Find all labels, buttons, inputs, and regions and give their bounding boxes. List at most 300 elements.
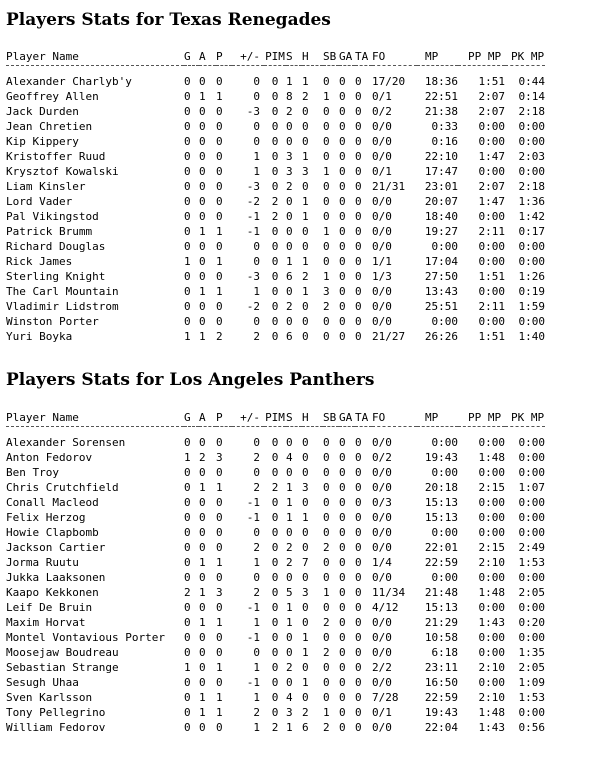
cell-hits: 1 xyxy=(302,631,309,644)
separator-line xyxy=(6,427,545,436)
cell-faceoffs: 0/0 xyxy=(372,436,392,449)
cell-shots-blocked: 0 xyxy=(323,315,330,328)
cell-assists: 0 xyxy=(199,135,206,148)
cell-points: 0 xyxy=(216,496,223,509)
cell-plus-minus: -1 xyxy=(246,631,260,644)
cell-goals: 0 xyxy=(184,90,191,103)
cell-assists: 0 xyxy=(199,541,206,554)
table-row xyxy=(6,585,545,600)
table-row xyxy=(6,314,545,329)
cell-plus-minus: 2 xyxy=(253,706,260,719)
cell-pim: 0 xyxy=(271,496,279,509)
cell-pp-minutes: 0:00 xyxy=(478,496,505,509)
cell-pk-minutes: 2:05 xyxy=(518,586,545,599)
cell-assists: 0 xyxy=(199,721,206,734)
cell-takeaways: 0 xyxy=(355,586,362,599)
cell-pp-minutes: 1:43 xyxy=(478,616,505,629)
cell-points: 0 xyxy=(216,270,223,283)
cell-shots: 0 xyxy=(286,210,293,223)
cell-pk-minutes: 0:00 xyxy=(518,240,545,253)
cell-pp-minutes: 0:00 xyxy=(478,631,505,644)
cell-assists: 1 xyxy=(199,616,206,629)
cell-giveaways: 0 xyxy=(339,631,346,644)
cell-pk-minutes: 1:09 xyxy=(518,676,545,689)
cell-pp-minutes: 0:00 xyxy=(478,240,505,253)
cell-takeaways: 0 xyxy=(355,661,362,674)
cell-faceoffs: 0/0 xyxy=(372,210,392,223)
cell-points: 0 xyxy=(216,75,223,88)
cell-minutes-played: 21:38 xyxy=(424,105,458,118)
cell-pp-minutes: 1:43 xyxy=(478,721,505,734)
cell-takeaways: 0 xyxy=(355,616,362,629)
cell-hits: 0 xyxy=(302,496,309,509)
cell-hits: 1 xyxy=(302,285,309,298)
cell-player-name: Sesugh Uhaa xyxy=(6,676,79,689)
cell-takeaways: 0 xyxy=(355,330,362,343)
cell-assists: 0 xyxy=(199,75,206,88)
separator-line xyxy=(6,66,545,75)
cell-pp-minutes: 0:00 xyxy=(478,571,505,584)
column-header-plus-minus: +/- xyxy=(240,50,260,63)
cell-assists: 2 xyxy=(199,451,206,464)
cell-pp-minutes: 0:00 xyxy=(478,135,505,148)
cell-assists: 0 xyxy=(199,195,206,208)
cell-plus-minus: 0 xyxy=(253,240,260,253)
cell-plus-minus: -2 xyxy=(246,300,260,313)
cell-shots: 0 xyxy=(286,466,293,479)
cell-faceoffs: 21/31 xyxy=(372,180,406,193)
cell-plus-minus: 2 xyxy=(253,451,260,464)
cell-faceoffs: 0/0 xyxy=(372,240,392,253)
cell-hits: 0 xyxy=(302,300,309,313)
cell-pim: 0 xyxy=(271,255,279,268)
cell-points: 0 xyxy=(216,195,223,208)
cell-shots: 1 xyxy=(286,255,293,268)
cell-shots: 1 xyxy=(286,481,293,494)
team-title-texas-renegades: Players Stats for Texas Renegades xyxy=(6,10,331,30)
cell-pim: 0 xyxy=(271,676,279,689)
cell-assists: 0 xyxy=(199,120,206,133)
cell-shots-blocked: 1 xyxy=(323,706,330,719)
column-header-faceoffs: FO xyxy=(372,411,386,424)
cell-shots: 2 xyxy=(286,556,293,569)
cell-takeaways: 0 xyxy=(355,526,362,539)
cell-minutes-played: 25:51 xyxy=(424,300,458,313)
cell-shots: 0 xyxy=(286,436,293,449)
cell-points: 3 xyxy=(216,586,223,599)
cell-points: 0 xyxy=(216,676,223,689)
cell-minutes-played: 22:04 xyxy=(424,721,458,734)
column-header-shots-blocked: SB xyxy=(323,50,337,63)
cell-minutes-played: 16:50 xyxy=(424,676,458,689)
table-row xyxy=(6,690,545,705)
cell-pim: 0 xyxy=(271,315,279,328)
cell-goals: 1 xyxy=(184,661,191,674)
cell-pp-minutes: 1:48 xyxy=(478,451,505,464)
cell-minutes-played: 18:36 xyxy=(424,75,458,88)
cell-goals: 0 xyxy=(184,496,191,509)
cell-giveaways: 0 xyxy=(339,285,346,298)
cell-hits: 0 xyxy=(302,135,309,148)
cell-plus-minus: 0 xyxy=(253,120,260,133)
cell-goals: 0 xyxy=(184,631,191,644)
cell-minutes-played: 22:59 xyxy=(424,691,458,704)
table-row xyxy=(6,570,545,585)
cell-shots-blocked: 0 xyxy=(323,526,330,539)
cell-takeaways: 0 xyxy=(355,601,362,614)
cell-giveaways: 0 xyxy=(339,676,346,689)
cell-goals: 0 xyxy=(184,300,191,313)
cell-hits: 0 xyxy=(302,180,309,193)
table-row xyxy=(6,675,545,690)
cell-hits: 1 xyxy=(302,676,309,689)
cell-faceoffs: 21/27 xyxy=(372,330,406,343)
cell-takeaways: 0 xyxy=(355,691,362,704)
cell-plus-minus: -1 xyxy=(246,496,260,509)
cell-plus-minus: -1 xyxy=(246,511,260,524)
cell-player-name: Jorma Ruutu xyxy=(6,556,79,569)
cell-takeaways: 0 xyxy=(355,511,362,524)
cell-hits: 0 xyxy=(302,315,309,328)
table-row xyxy=(6,119,545,134)
cell-shots-blocked: 0 xyxy=(323,180,330,193)
cell-minutes-played: 19:43 xyxy=(424,706,458,719)
cell-giveaways: 0 xyxy=(339,75,346,88)
cell-plus-minus: 2 xyxy=(253,330,260,343)
cell-player-name: Liam Kinsler xyxy=(6,180,86,193)
cell-shots: 3 xyxy=(286,150,293,163)
cell-faceoffs: 1/1 xyxy=(372,255,392,268)
cell-points: 0 xyxy=(216,526,223,539)
cell-pk-minutes: 1:36 xyxy=(518,195,545,208)
cell-player-name: Sven Karlsson xyxy=(6,691,93,704)
cell-minutes-played: 26:26 xyxy=(424,330,458,343)
cell-hits: 0 xyxy=(302,330,309,343)
cell-shots: 6 xyxy=(286,270,293,283)
table-row xyxy=(6,630,545,645)
cell-hits: 0 xyxy=(302,105,309,118)
cell-minutes-played: 0:00 xyxy=(431,315,458,328)
cell-pim: 0 xyxy=(271,526,279,539)
cell-assists: 0 xyxy=(199,661,206,674)
cell-minutes-played: 27:50 xyxy=(424,270,458,283)
table-row xyxy=(6,284,545,299)
cell-player-name: Felix Herzog xyxy=(6,511,86,524)
cell-pp-minutes: 1:51 xyxy=(478,330,505,343)
cell-shots-blocked: 0 xyxy=(323,210,330,223)
column-header-faceoffs: FO xyxy=(372,50,386,63)
cell-pim: 0 xyxy=(271,601,279,614)
cell-goals: 1 xyxy=(184,330,191,343)
cell-pk-minutes: 0:56 xyxy=(518,721,545,734)
cell-pk-minutes: 0:17 xyxy=(518,225,545,238)
cell-minutes-played: 17:47 xyxy=(424,165,458,178)
column-header-minutes-played: MP xyxy=(425,411,439,424)
cell-takeaways: 0 xyxy=(355,676,362,689)
cell-hits: 1 xyxy=(302,646,309,659)
cell-giveaways: 0 xyxy=(339,165,346,178)
column-header-plus-minus: +/- xyxy=(240,411,260,424)
cell-faceoffs: 17/20 xyxy=(372,75,406,88)
cell-player-name: Geoffrey Allen xyxy=(6,90,99,103)
cell-takeaways: 0 xyxy=(355,300,362,313)
cell-pp-minutes: 2:11 xyxy=(478,300,505,313)
cell-pim: 0 xyxy=(271,511,279,524)
cell-pim: 0 xyxy=(271,436,279,449)
cell-player-name: William Fedorov xyxy=(6,721,106,734)
cell-plus-minus: -1 xyxy=(246,225,260,238)
cell-pim: 0 xyxy=(271,180,279,193)
cell-giveaways: 0 xyxy=(339,120,346,133)
cell-giveaways: 0 xyxy=(339,150,346,163)
cell-takeaways: 0 xyxy=(355,556,362,569)
stats-table-los-angeles-panthers xyxy=(6,409,545,735)
cell-points: 0 xyxy=(216,240,223,253)
cell-points: 1 xyxy=(216,661,223,674)
cell-points: 0 xyxy=(216,105,223,118)
cell-takeaways: 0 xyxy=(355,195,362,208)
cell-goals: 0 xyxy=(184,165,191,178)
cell-player-name: Kip Kippery xyxy=(6,135,79,148)
table-row xyxy=(6,329,545,344)
column-header-player-name: Player Name xyxy=(6,50,79,63)
cell-plus-minus: -3 xyxy=(246,180,260,193)
cell-hits: 1 xyxy=(302,75,309,88)
cell-player-name: Jack Durden xyxy=(6,105,79,118)
cell-plus-minus: 1 xyxy=(253,616,260,629)
cell-assists: 0 xyxy=(199,180,206,193)
cell-pim: 0 xyxy=(271,541,279,554)
cell-plus-minus: 0 xyxy=(253,646,260,659)
cell-pim: 0 xyxy=(271,571,279,584)
column-header-pk-minutes: PK MP xyxy=(511,411,545,424)
cell-plus-minus: 0 xyxy=(253,526,260,539)
header-separator xyxy=(6,427,545,436)
cell-pk-minutes: 1:40 xyxy=(518,330,545,343)
cell-player-name: Maxim Horvat xyxy=(6,616,86,629)
cell-assists: 0 xyxy=(199,240,206,253)
cell-shots-blocked: 0 xyxy=(323,451,330,464)
cell-pk-minutes: 2:05 xyxy=(518,661,545,674)
cell-pp-minutes: 1:51 xyxy=(478,75,505,88)
cell-points: 1 xyxy=(216,90,223,103)
cell-minutes-played: 23:11 xyxy=(424,661,458,674)
table-row xyxy=(6,269,545,284)
cell-assists: 0 xyxy=(199,631,206,644)
cell-pk-minutes: 0:00 xyxy=(518,601,545,614)
cell-pp-minutes: 2:15 xyxy=(478,541,505,554)
column-header-shots: S xyxy=(286,50,293,63)
cell-goals: 0 xyxy=(184,436,191,449)
cell-hits: 2 xyxy=(302,706,309,719)
cell-pp-minutes: 0:00 xyxy=(478,315,505,328)
cell-minutes-played: 0:33 xyxy=(431,120,458,133)
cell-points: 0 xyxy=(216,646,223,659)
column-header-hits: H xyxy=(302,50,309,63)
cell-pim: 0 xyxy=(271,661,279,674)
cell-giveaways: 0 xyxy=(339,270,346,283)
table-row xyxy=(6,299,545,314)
cell-plus-minus: 2 xyxy=(253,586,260,599)
cell-plus-minus: 0 xyxy=(253,571,260,584)
column-header-giveaways: GA xyxy=(339,411,353,424)
cell-giveaways: 0 xyxy=(339,586,346,599)
cell-player-name: Yuri Boyka xyxy=(6,330,73,343)
cell-pk-minutes: 0:00 xyxy=(518,496,545,509)
header-row xyxy=(6,409,545,427)
cell-faceoffs: 0/0 xyxy=(372,120,392,133)
cell-goals: 0 xyxy=(184,105,191,118)
cell-takeaways: 0 xyxy=(355,270,362,283)
cell-plus-minus: 0 xyxy=(253,315,260,328)
cell-pk-minutes: 0:00 xyxy=(518,511,545,524)
cell-pk-minutes: 0:00 xyxy=(518,451,545,464)
cell-player-name: Krysztof Kowalski xyxy=(6,165,119,178)
cell-pim: 0 xyxy=(271,451,279,464)
cell-takeaways: 0 xyxy=(355,436,362,449)
column-header-goals: G xyxy=(184,411,191,424)
cell-hits: 3 xyxy=(302,586,309,599)
cell-shots: 0 xyxy=(286,195,293,208)
cell-points: 0 xyxy=(216,210,223,223)
cell-shots-blocked: 0 xyxy=(323,601,330,614)
cell-pk-minutes: 1:42 xyxy=(518,210,545,223)
cell-takeaways: 0 xyxy=(355,210,362,223)
cell-shots-blocked: 0 xyxy=(323,466,330,479)
cell-assists: 1 xyxy=(199,330,206,343)
cell-player-name: Winston Porter xyxy=(6,315,99,328)
cell-assists: 0 xyxy=(199,601,206,614)
cell-pk-minutes: 1:07 xyxy=(518,481,545,494)
cell-player-name: Conall Macleod xyxy=(6,496,99,509)
cell-player-name: Ben Troy xyxy=(6,466,59,479)
cell-pp-minutes: 1:48 xyxy=(478,706,505,719)
cell-pim: 0 xyxy=(271,105,279,118)
cell-goals: 0 xyxy=(184,601,191,614)
cell-shots-blocked: 0 xyxy=(323,195,330,208)
cell-takeaways: 0 xyxy=(355,315,362,328)
cell-shots: 5 xyxy=(286,586,293,599)
cell-shots: 1 xyxy=(286,511,293,524)
cell-takeaways: 0 xyxy=(355,255,362,268)
cell-minutes-played: 0:00 xyxy=(431,571,458,584)
cell-points: 1 xyxy=(216,691,223,704)
cell-pk-minutes: 0:00 xyxy=(518,135,545,148)
cell-pp-minutes: 1:47 xyxy=(478,150,505,163)
cell-goals: 0 xyxy=(184,556,191,569)
cell-plus-minus: 0 xyxy=(253,75,260,88)
cell-giveaways: 0 xyxy=(339,691,346,704)
cell-goals: 0 xyxy=(184,511,191,524)
cell-giveaways: 0 xyxy=(339,90,346,103)
cell-shots: 0 xyxy=(286,240,293,253)
column-header-assists: A xyxy=(199,411,206,424)
cell-points: 2 xyxy=(216,330,223,343)
cell-minutes-played: 0:00 xyxy=(431,240,458,253)
cell-assists: 0 xyxy=(199,496,206,509)
cell-assists: 0 xyxy=(199,300,206,313)
table-row xyxy=(6,74,545,89)
cell-pk-minutes: 1:35 xyxy=(518,646,545,659)
column-header-pp-minutes: PP MP xyxy=(468,411,502,424)
cell-minutes-played: 18:40 xyxy=(424,210,458,223)
cell-assists: 0 xyxy=(199,165,206,178)
cell-pim: 0 xyxy=(271,165,279,178)
cell-goals: 1 xyxy=(184,255,191,268)
table-row xyxy=(6,254,545,269)
cell-player-name: Jean Chretien xyxy=(6,120,93,133)
cell-plus-minus: -3 xyxy=(246,270,260,283)
cell-pim: 0 xyxy=(271,691,279,704)
cell-giveaways: 0 xyxy=(339,511,346,524)
cell-points: 0 xyxy=(216,541,223,554)
cell-pp-minutes: 0:00 xyxy=(478,601,505,614)
table-row xyxy=(6,495,545,510)
cell-points: 1 xyxy=(216,255,223,268)
cell-minutes-played: 13:43 xyxy=(424,285,458,298)
cell-minutes-played: 17:04 xyxy=(424,255,458,268)
cell-takeaways: 0 xyxy=(355,466,362,479)
cell-giveaways: 0 xyxy=(339,225,346,238)
cell-takeaways: 0 xyxy=(355,150,362,163)
cell-shots-blocked: 0 xyxy=(323,75,330,88)
cell-assists: 0 xyxy=(199,315,206,328)
cell-points: 1 xyxy=(216,285,223,298)
table-row xyxy=(6,705,545,720)
cell-goals: 0 xyxy=(184,706,191,719)
cell-minutes-played: 22:01 xyxy=(424,541,458,554)
cell-minutes-played: 10:58 xyxy=(424,631,458,644)
cell-faceoffs: 0/0 xyxy=(372,195,392,208)
cell-hits: 0 xyxy=(302,451,309,464)
cell-pp-minutes: 0:00 xyxy=(478,646,505,659)
cell-shots-blocked: 2 xyxy=(323,721,330,734)
cell-assists: 1 xyxy=(199,586,206,599)
cell-takeaways: 0 xyxy=(355,541,362,554)
cell-points: 0 xyxy=(216,315,223,328)
table-row xyxy=(6,645,545,660)
column-header-pim: PIM xyxy=(265,50,285,63)
cell-points: 0 xyxy=(216,120,223,133)
cell-pp-minutes: 0:00 xyxy=(478,285,505,298)
cell-shots: 1 xyxy=(286,601,293,614)
table-row xyxy=(6,89,545,104)
cell-takeaways: 0 xyxy=(355,706,362,719)
cell-points: 1 xyxy=(216,706,223,719)
cell-goals: 1 xyxy=(184,451,191,464)
cell-shots-blocked: 0 xyxy=(323,556,330,569)
cell-points: 1 xyxy=(216,481,223,494)
cell-hits: 1 xyxy=(302,511,309,524)
cell-pp-minutes: 2:11 xyxy=(478,225,505,238)
cell-player-name: Sebastian Strange xyxy=(6,661,119,674)
cell-hits: 0 xyxy=(302,526,309,539)
cell-shots-blocked: 0 xyxy=(323,330,330,343)
cell-shots-blocked: 0 xyxy=(323,436,330,449)
cell-plus-minus: 0 xyxy=(253,466,260,479)
cell-pim: 0 xyxy=(271,556,279,569)
cell-pim: 0 xyxy=(271,270,279,283)
cell-plus-minus: -1 xyxy=(246,676,260,689)
cell-plus-minus: -1 xyxy=(246,210,260,223)
cell-pk-minutes: 0:00 xyxy=(518,526,545,539)
cell-giveaways: 0 xyxy=(339,300,346,313)
cell-pk-minutes: 2:18 xyxy=(518,105,545,118)
cell-player-name: Sterling Knight xyxy=(6,270,106,283)
cell-pk-minutes: 0:00 xyxy=(518,120,545,133)
table-row xyxy=(6,164,545,179)
cell-goals: 0 xyxy=(184,616,191,629)
